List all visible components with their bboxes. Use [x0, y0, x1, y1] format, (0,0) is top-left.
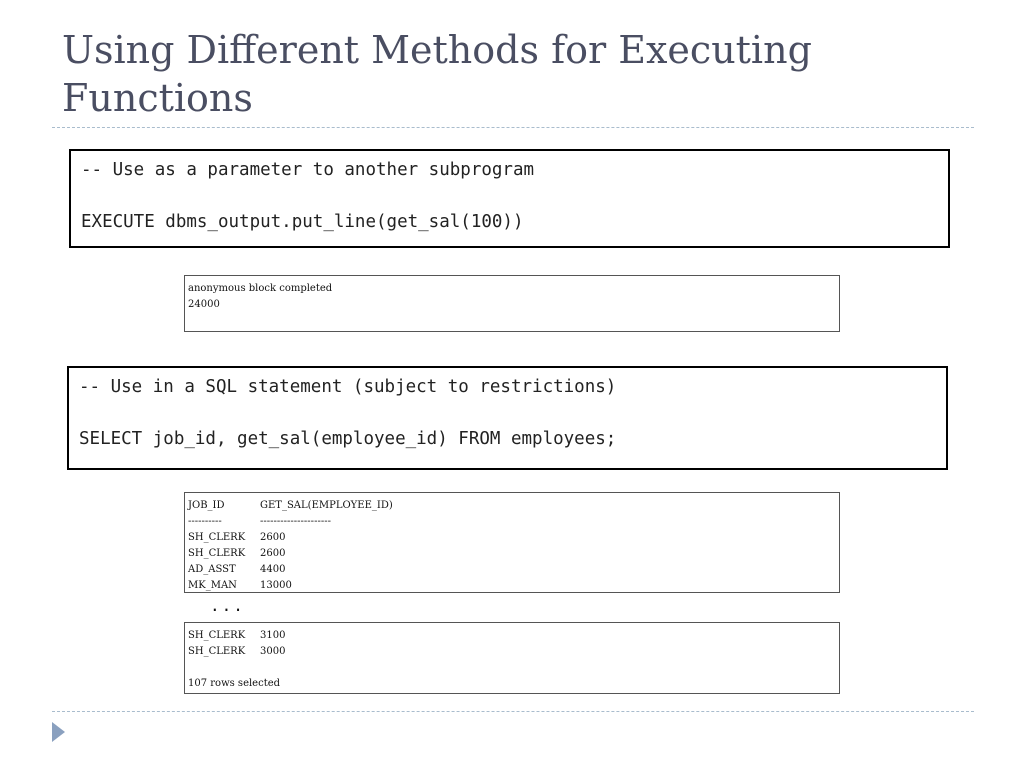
top-divider	[52, 127, 974, 128]
code-line: SELECT job_id, get_sal(employee_id) FROM employees;	[79, 429, 617, 449]
result-row	[188, 562, 836, 578]
salary-cell: 3100	[260, 630, 286, 641]
result-separator-row	[188, 514, 836, 530]
code-line: -- Use in a SQL statement (subject to restrictions)	[79, 377, 617, 397]
result-header-row	[188, 498, 836, 514]
job-id-cell: MK_MAN	[188, 580, 237, 591]
result-row	[188, 578, 836, 594]
separator-cell: ----------	[188, 516, 222, 527]
column-header-get-sal: GET_SAL(EMPLOYEE_ID)	[260, 500, 393, 511]
job-id-cell: SH_CLERK	[188, 532, 246, 543]
column-header-job-id: JOB_ID	[188, 500, 225, 511]
salary-cell: 3000	[260, 646, 286, 657]
result-row	[188, 628, 836, 644]
slide-title-line-2: Functions	[62, 76, 253, 120]
code-line: -- Use as a parameter to another subprogram	[81, 160, 535, 180]
result-row	[188, 530, 836, 546]
job-id-cell: SH_CLERK	[188, 630, 246, 641]
job-id-cell: AD_ASST	[188, 564, 236, 575]
slide-title-line-1: Using Different Methods for Executing	[62, 28, 812, 72]
code-line: EXECUTE dbms_output.put_line(get_sal(100))	[81, 212, 524, 232]
blank-line	[188, 660, 836, 676]
separator-cell: ---------------------	[260, 516, 331, 527]
output-panel-select-tail	[184, 622, 840, 694]
code-line	[81, 183, 938, 209]
salary-cell: 4400	[260, 564, 286, 575]
omitted-rows-ellipsis: ...	[210, 596, 245, 615]
rows-selected-footer: 107 rows selected	[188, 678, 281, 689]
job-id-cell: SH_CLERK	[188, 646, 246, 657]
code-line	[79, 400, 936, 426]
salary-cell: 13000	[260, 580, 292, 591]
code-block-execute	[69, 149, 950, 248]
output-panel-select	[184, 492, 840, 593]
salary-cell: 2600	[260, 532, 286, 543]
slide-title	[62, 26, 962, 122]
result-row	[188, 546, 836, 562]
code-block-select	[67, 366, 948, 470]
output-line: anonymous block completed	[188, 283, 333, 294]
output-panel-execute	[184, 275, 840, 332]
job-id-cell: SH_CLERK	[188, 548, 246, 559]
output-line: 24000	[188, 299, 220, 310]
salary-cell: 2600	[260, 548, 286, 559]
result-row	[188, 644, 836, 660]
bottom-divider	[52, 711, 974, 712]
triangle-bullet-icon	[52, 722, 65, 742]
